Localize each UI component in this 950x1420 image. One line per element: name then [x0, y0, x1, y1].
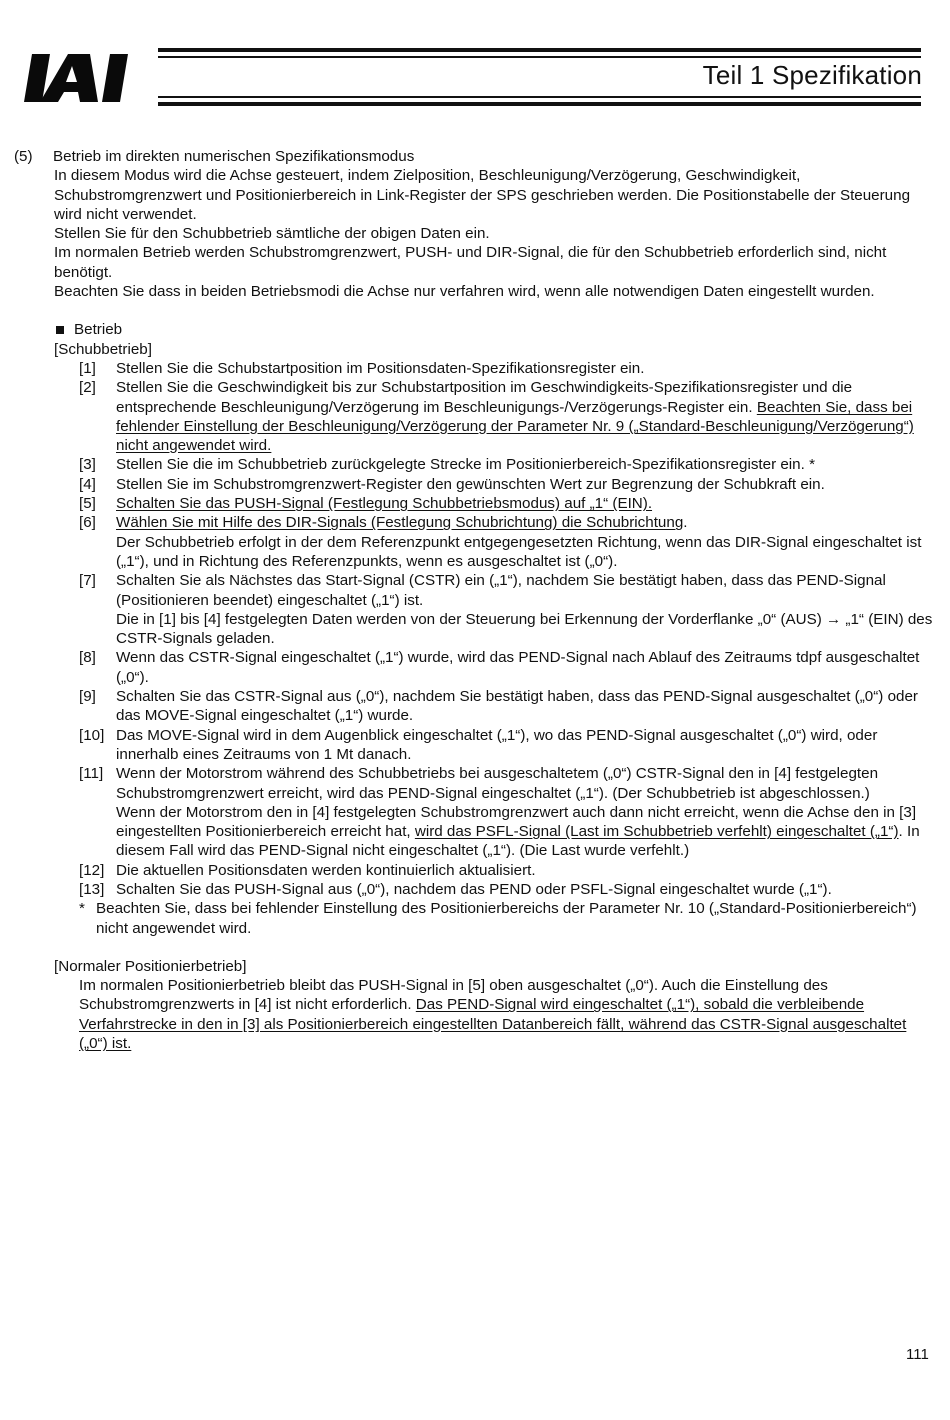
underlined-text: Schalten Sie das PUSH-Signal (Festlegung Schubbetriebsmodus) auf „1“ (EIN).	[116, 495, 653, 513]
step-number: [6]	[79, 514, 96, 532]
step-number: [2]	[79, 379, 96, 397]
step-number: [11]	[79, 765, 104, 783]
section-heading	[14, 147, 936, 166]
page-number: 111	[906, 1346, 929, 1363]
text-run: .	[683, 514, 688, 532]
text-run: Stellen Sie die Schubstartposition im Positionsdaten-Spezifikationsregister ein.	[116, 359, 645, 377]
list-item	[79, 475, 936, 494]
list-item	[79, 764, 936, 860]
section-number: (5)	[14, 148, 33, 165]
step-number: [1]	[79, 359, 96, 377]
step-number: [10]	[79, 726, 105, 744]
list-item	[79, 687, 936, 726]
push-operation-heading: [Schubbetrieb]	[54, 340, 152, 358]
underlined-text: Beachten Sie, dass bei fehlender Einstellung der Beschleunigung/Verzögerung der Parameter Nr. 9 („Standard-Beschleunigung/Verzögerung“) nicht angewendet wird.	[116, 398, 914, 455]
text-run: Der Schubbetrieb erfolgt in der dem Referenzpunkt entgegengesetzten Richtung, wenn das DIR-Signal eingeschaltet ist („1“), und in Richtung des Referenzpunkts, wenn es ausgeschaltet ist („0“).	[116, 533, 922, 570]
step-text	[116, 880, 936, 899]
step-text	[116, 475, 936, 494]
step-number: [3]	[79, 456, 96, 474]
list-item	[79, 726, 936, 765]
step-text	[116, 378, 936, 455]
step-text	[116, 687, 936, 726]
intro-paragraph: Im normalen Betrieb werden Schubstromgrenzwert, PUSH- und DIR-Signal, die für den Schubbetrieb erforderlich sind, nicht benötigt.	[54, 244, 887, 281]
list-item	[79, 880, 936, 899]
push-steps-list	[79, 359, 936, 899]
step-number: [7]	[79, 572, 96, 590]
list-item	[79, 648, 936, 687]
normal-operation-heading: [Normaler Positionierbetrieb]	[54, 957, 247, 975]
step-number: [9]	[79, 688, 96, 706]
text-run: Wenn der Motorstrom den in [4] festgelegten Schubstromgrenzwert auch dann nicht erreicht, wenn die Achse den in [3] eingestellten Positionierbereich erreicht hat,	[116, 803, 917, 841]
step-number: [8]	[79, 649, 96, 667]
text-run: Schalten Sie das PUSH-Signal aus („0“), nachdem das PEND oder PSFL-Signal eingeschaltet wurde („1“).	[116, 880, 832, 898]
underlined-text: Das PEND-Signal wird eingeschaltet („1“), sobald die verbleibende Verfahrstrecke in den in [3] als Positionierbereich eingestellten Datanbereich fällt, während das CSTR-Signal ausgeschaltet („0“) ist.	[79, 996, 907, 1053]
spacer	[14, 301, 936, 320]
operation-heading	[54, 320, 936, 339]
normal-operation-paragraph	[79, 976, 936, 1053]
text-run: Die in [1] bis [4] festgelegten Daten werden von der Steuerung bei Erkennung der Vorderflanke „0“ (AUS) → „1“ (EIN) des CSTR-Signals geladen.	[116, 610, 933, 648]
step-text	[116, 359, 936, 378]
step-text	[116, 494, 936, 513]
text-run: Stellen Sie im Schubstromgrenzwert-Register den gewünschten Wert zur Begrenzung der Schubkraft ein.	[116, 475, 825, 493]
step-text	[116, 571, 936, 648]
text-run: Schalten Sie als Nächstes das Start-Signal (CSTR) ein („1“), nachdem Sie bestätigt haben, dass das PEND-Signal (Positionieren beendet) eingeschaltet („1“) ist.	[116, 572, 886, 609]
step-number: [5]	[79, 495, 96, 513]
list-item	[79, 455, 936, 474]
text-run: Wenn der Motorstrom während des Schubbetriebs bei ausgeschaltetem („0“) CSTR-Signal den in [4] festgelegten Schubstromgrenzwert erreicht, wird das PEND-Signal eingeschaltet („1“). (Der Schubbetrieb ist abgeschlossen.)	[116, 765, 879, 802]
step-text	[116, 648, 936, 687]
intro-paragraph: Beachten Sie dass in beiden Betriebsmodi die Achse nur verfahren wird, wenn alle notwendigen Daten eingestellt wurden.	[54, 283, 875, 301]
underlined-text: wird das PSFL-Signal (Last im Schubbetrieb verfehlt) eingeschaltet („1“)	[414, 823, 899, 841]
spacer	[14, 938, 936, 957]
list-item	[79, 494, 936, 513]
list-item	[79, 513, 936, 571]
text-run: Wenn das CSTR-Signal eingeschaltet („1“) wurde, wird das PEND-Signal nach Ablauf des Zeitraums tdpf ausgeschaltet („0“).	[116, 649, 920, 686]
step-number: [12]	[79, 861, 105, 879]
note-asterisk: *	[79, 900, 85, 918]
text-run: Stellen Sie die im Schubbetrieb zurückgelegte Strecke im Positionierbereich-Spezifikationsregister ein. *	[116, 456, 815, 474]
text-run: Das MOVE-Signal wird in dem Augenblick eingeschaltet („1“), wo das PEND-Signal ausgeschaltet („0“) wird, oder innerhalb eines Zeitraums von 1 Mt danach.	[116, 726, 878, 763]
intro-paragraph: Stellen Sie für den Schubbetrieb sämtliche der obigen Daten ein.	[54, 225, 490, 243]
step-text	[116, 455, 936, 474]
list-item	[79, 359, 936, 378]
section-title: Betrieb im direkten numerischen Spezifikationsmodus	[53, 148, 415, 165]
text-run: Im normalen Positionierbetrieb bleibt das PUSH-Signal in [5] oben ausgeschaltet („0“). Auch die Einstellung des Schubstromgrenzwerts in [4] ist nicht erforderlich.	[79, 977, 828, 1014]
step-text	[116, 861, 936, 880]
step-text	[116, 513, 936, 571]
note-text: Beachten Sie, dass bei fehlender Einstellung des Positionierbereichs der Parameter Nr. 10 („Standard-Positionierbereich“) nicht angewendet wird.	[96, 900, 917, 937]
text-run: Schalten Sie das CSTR-Signal aus („0“), nachdem Sie bestätigt haben, dass das PEND-Signal ausgeschaltet („0“) oder das MOVE-Signal eingeschaltet („1“) wurde.	[116, 688, 918, 725]
intro-paragraph: In diesem Modus wird die Achse gesteuert, indem Zielposition, Beschleunigung/Verzögerung, Geschwindigkeit, Schubstromgrenzwert und Positionierbereich in Link-Register der SPS geschrieben werden. Die Positionstabelle der Steuerung wird nicht verwendet.	[54, 167, 911, 223]
parameter-note	[79, 899, 936, 938]
list-item	[79, 378, 936, 455]
list-item	[79, 571, 936, 648]
text-run: Die aktuellen Positionsdaten werden kontinuierlich aktualisiert.	[116, 861, 536, 879]
page-header-title: Teil 1 Spezifikation	[702, 60, 922, 90]
step-text	[116, 726, 936, 765]
text-run: . In diesem Fall wird das PEND-Signal nicht eingeschaltet („1“). (Die Last wurde verfehlt.)	[116, 823, 920, 860]
underlined-text: Wählen Sie mit Hilfe des DIR-Signals (Festlegung Schubrichtung) die Schubrichtung	[116, 514, 684, 532]
document-body	[14, 147, 936, 1053]
step-number: [4]	[79, 475, 96, 493]
step-number: [13]	[79, 880, 105, 898]
list-item	[79, 861, 936, 880]
iai-logo	[24, 50, 164, 106]
step-text	[116, 764, 936, 860]
square-bullet-icon	[56, 326, 64, 334]
text-run: Stellen Sie die Geschwindigkeit bis zur Schubstartposition im Geschwindigkeits-Spezifikationsregister und die entsprechende Beschleunigung/Verzögerung im Beschleunigungs-/Verzögerungs-Register ein.	[116, 379, 853, 416]
operation-heading-text: Betrieb	[74, 321, 123, 339]
